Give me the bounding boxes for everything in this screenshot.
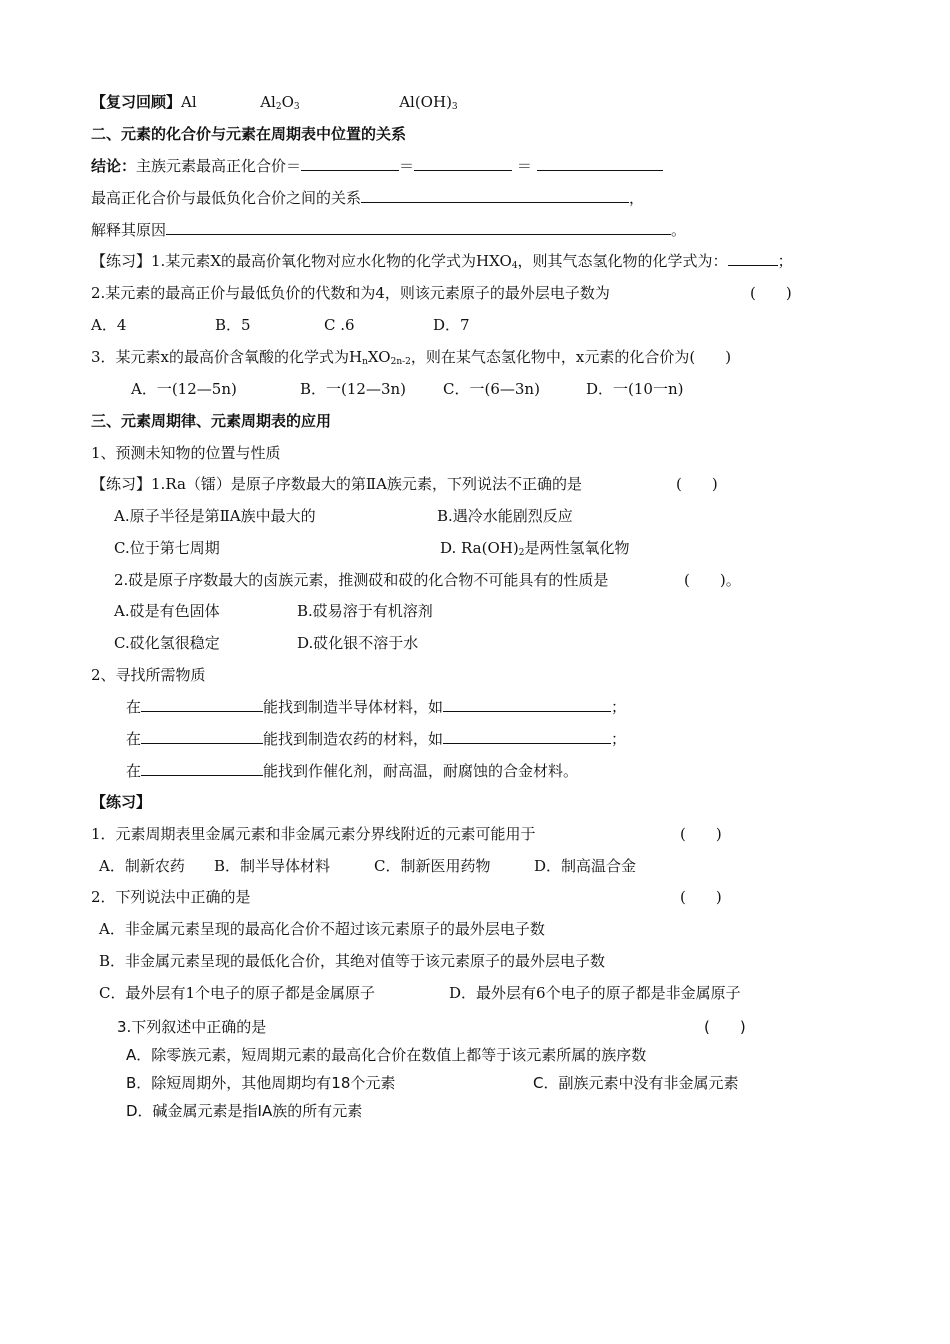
exercise-3-opt-c[interactable]: C．一(6—3n) xyxy=(443,380,540,398)
practice-q1-opt-c[interactable]: C．制新医用药物 xyxy=(374,857,491,875)
exercise-3-opt-d[interactable]: D．一(10一n) xyxy=(586,380,684,398)
reason-line: 解释其原因 。 xyxy=(91,221,687,239)
exercise-3-opt-a[interactable]: A．一(12—5n) xyxy=(131,380,237,398)
at-opt-c[interactable]: C.砹化氢很稳定 xyxy=(114,634,220,652)
blank-find-1b[interactable] xyxy=(443,697,611,712)
ra-opt-b[interactable]: B.遇冷水能剧烈反应 xyxy=(437,507,573,525)
at-question: 2.砹是原子序数最大的卤族元素，推测砹和砹的化合物不可能具有的性质是 xyxy=(114,571,609,589)
practice-q1-opt-d[interactable]: D．制高温合金 xyxy=(534,857,637,875)
blank-reason[interactable] xyxy=(166,220,671,235)
practice-q1-opt-b[interactable]: B．制半导体材料 xyxy=(214,857,331,875)
exercise-2-opt-b[interactable]: B．5 xyxy=(215,316,251,334)
practice-q2-opt-b[interactable]: B．非金属元素呈现的最低化合价，其绝对值等于该元素原子的最外层电子数 xyxy=(99,952,606,970)
blank-2[interactable] xyxy=(414,156,512,171)
section3-title: 三、元素周期律、元素周期表的应用 xyxy=(91,412,332,430)
equals-1: ＝ xyxy=(399,157,415,175)
at-opt-b[interactable]: B.砹易溶于有机溶剂 xyxy=(297,602,433,620)
exercise-2: 2.某元素的最高正价与最低负价的代数和为4，则该元素原子的最外层电子数为 xyxy=(91,284,610,302)
exercise-2-paren[interactable]: ( ) xyxy=(750,284,792,302)
practice-q2-opt-c[interactable]: C．最外层有1个电子的原子都是金属原子 xyxy=(99,984,376,1002)
ra-opt-a[interactable]: A.原子半径是第ⅡA族中最大的 xyxy=(114,507,316,525)
ra-opt-c[interactable]: C.位于第七周期 xyxy=(114,539,220,557)
at-opt-a[interactable]: A.砹是有色固体 xyxy=(114,602,220,620)
practice-q2-opt-a[interactable]: A．非金属元素呈现的最高化合价不超过该元素原子的最外层电子数 xyxy=(99,920,545,938)
at-opt-d[interactable]: D.砹化银不溶于水 xyxy=(297,634,419,652)
practice-q1-opt-a[interactable]: A．制新农药 xyxy=(99,857,185,875)
blank-find-2a[interactable] xyxy=(141,729,263,744)
blank-find-2b[interactable] xyxy=(443,729,611,744)
blank-1[interactable] xyxy=(301,156,399,171)
blank-find-3a[interactable] xyxy=(141,761,263,776)
find-line-2: 在 能找到制造农药的材料，如 ； xyxy=(126,730,627,748)
practice-q3-opt-b[interactable]: B．除短周期外，其他周期均有18个元素 xyxy=(126,1074,396,1092)
conclusion-line xyxy=(91,156,663,176)
practice-q2-opt-d[interactable]: D．最外层有6个电子的原子都是非金属原子 xyxy=(449,984,741,1002)
ra-opt-d[interactable]: D. $Ra(OH)_2$是两性氢氧化物 xyxy=(440,539,630,558)
practice-label: 【练习】 xyxy=(91,793,152,811)
formula-al: Al xyxy=(181,93,197,111)
exercise-2-opt-c[interactable]: C .6 xyxy=(324,316,355,334)
reason-text: 解释其原因 xyxy=(91,221,167,239)
exercise-1: 【练习】1.某元素X的最高价氧化物对应水化物的化学式为$HXO_4$，则其气态氢化物的化学式为： ； xyxy=(91,252,793,271)
review-heading: 【复习回顾】 xyxy=(91,93,182,111)
practice-q2: 2．下列说法中正确的是 xyxy=(91,888,251,906)
practice-q1-paren[interactable]: ( ) xyxy=(680,825,722,843)
find-line-1: 在 能找到制造半导体材料，如 ； xyxy=(126,698,627,716)
ra-question: 【练习】1.Ra（镭）是原子序数最大的第ⅡA族元素，下列说法不正确的是 xyxy=(91,475,582,493)
exercise-3-opt-b[interactable]: B．一(12—3n) xyxy=(300,380,407,398)
section2-title: 二、元素的化合价与元素在周期表中位置的关系 xyxy=(91,125,407,143)
practice-q3-opt-c[interactable]: C．副族元素中没有非金属元素 xyxy=(533,1074,739,1092)
subsection-2: 2、寻找所需物质 xyxy=(91,666,206,684)
practice-q3: 3.下列叙述中正确的是 xyxy=(117,1018,267,1036)
blank-3[interactable] xyxy=(537,156,663,171)
equals-2: ＝ xyxy=(516,157,532,175)
formula-al2o3: $Al_2O_3$ xyxy=(260,93,300,112)
at-question-paren[interactable]: ( )。 xyxy=(684,571,741,589)
review-line xyxy=(91,92,458,117)
practice-q2-paren[interactable]: ( ) xyxy=(680,888,722,906)
blank-find-1a[interactable] xyxy=(141,697,263,712)
practice-q1: 1．元素周期表里金属元素和非金属元素分界线附近的元素可能用于 xyxy=(91,825,536,843)
formula-aloh3: $Al(OH)_3$ xyxy=(399,93,458,112)
find-line-3: 在 能找到作催化剂，耐高温，耐腐蚀的合金材料。 xyxy=(126,762,579,780)
relation-text: 最高正化合价与最低负化合价之间的关系 xyxy=(91,189,362,207)
conclusion-text: 主族元素最高正化合价＝ xyxy=(136,157,302,175)
relation-line: 最高正化合价与最低负化合价之间的关系 ， xyxy=(91,189,645,207)
practice-q3-opt-d[interactable]: D．碱金属元素是指ⅠA族的所有元素 xyxy=(126,1102,363,1120)
practice-q3-opt-a[interactable]: A．除零族元素，短周期元素的最高化合价在数值上都等于该元素所属的族序数 xyxy=(126,1046,647,1064)
ra-question-paren[interactable]: ( ) xyxy=(676,475,718,493)
blank-relation[interactable] xyxy=(361,188,629,203)
exercise-2-opt-a[interactable]: A．4 xyxy=(91,316,127,334)
conclusion-label: 结论： xyxy=(91,157,137,175)
exercise-3: 3．某元素x的最高价含氧酸的化学式为$H_nXO_{2n-2}$，则在某气态氢化物中，x元素的化合价为( ) xyxy=(91,348,732,367)
blank-hydride[interactable] xyxy=(728,251,778,266)
practice-q3-paren[interactable]: ( ) xyxy=(704,1018,746,1036)
exercise-2-opt-d[interactable]: D．7 xyxy=(433,316,470,334)
subsection-1: 1、预测未知物的位置与性质 xyxy=(91,444,281,462)
